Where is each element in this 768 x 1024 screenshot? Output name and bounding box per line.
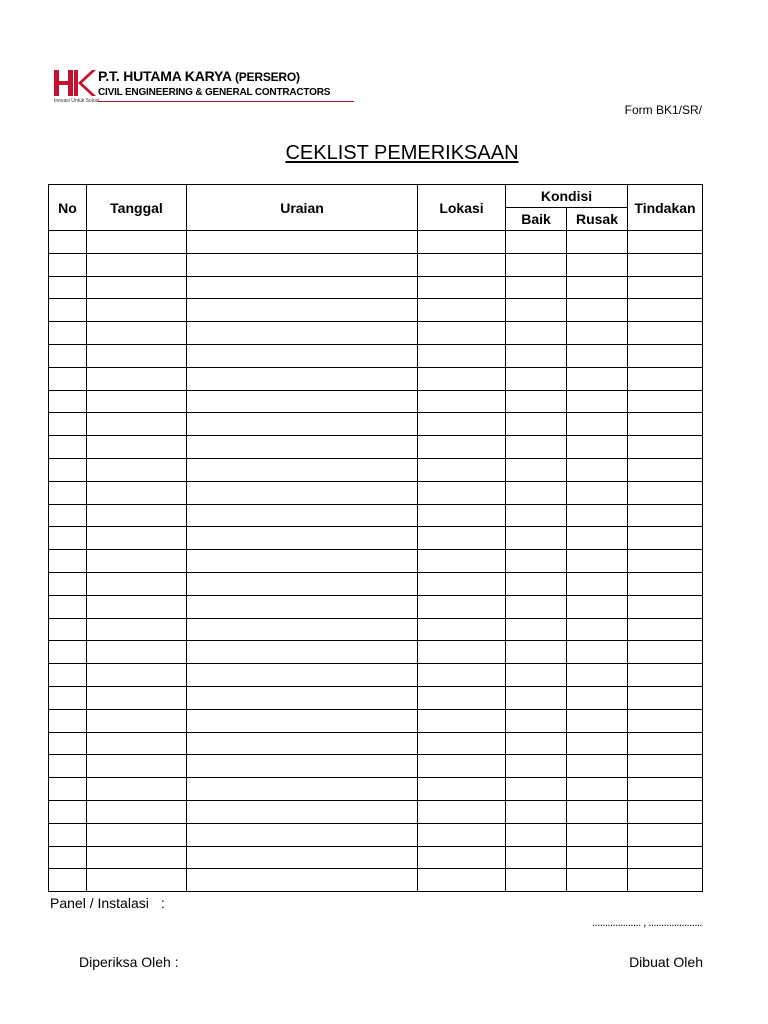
cell-lokasi <box>418 709 506 732</box>
cell-baik <box>506 527 567 550</box>
logo-underline <box>98 101 354 102</box>
cell-lokasi <box>418 413 506 436</box>
cell-tindakan <box>628 367 703 390</box>
cell-tindakan <box>628 869 703 892</box>
cell-baik <box>506 550 567 573</box>
table-row <box>49 755 703 778</box>
cell-uraian <box>187 527 418 550</box>
table-body <box>49 231 703 892</box>
cell-rusak <box>567 709 628 732</box>
cell-tindakan <box>628 436 703 459</box>
table-row <box>49 572 703 595</box>
cell-no <box>49 823 87 846</box>
cell-uraian <box>187 641 418 664</box>
cell-uraian <box>187 618 418 641</box>
cell-rusak <box>567 322 628 345</box>
table-row <box>49 823 703 846</box>
cell-rusak <box>567 276 628 299</box>
cell-rusak <box>567 755 628 778</box>
cell-rusak <box>567 778 628 801</box>
cell-rusak <box>567 732 628 755</box>
cell-baik <box>506 436 567 459</box>
cell-lokasi <box>418 527 506 550</box>
cell-lokasi <box>418 344 506 367</box>
cell-uraian <box>187 869 418 892</box>
panel-label: Panel / Instalasi <box>50 895 149 911</box>
table-row <box>49 253 703 276</box>
cell-no <box>49 709 87 732</box>
cell-lokasi <box>418 572 506 595</box>
cell-uraian <box>187 367 418 390</box>
cell-no <box>49 686 87 709</box>
cell-tindakan <box>628 846 703 869</box>
cell-lokasi <box>418 846 506 869</box>
panel-colon: : <box>160 895 165 911</box>
cell-no <box>49 641 87 664</box>
cell-rusak <box>567 664 628 687</box>
cell-uraian <box>187 800 418 823</box>
cell-rusak <box>567 299 628 322</box>
cell-no <box>49 869 87 892</box>
table-row <box>49 846 703 869</box>
cell-no <box>49 732 87 755</box>
cell-rusak <box>567 686 628 709</box>
company-tagline: Inovasi Untuk Solusi <box>54 98 100 104</box>
header-baik: Baik <box>506 208 567 231</box>
cell-tanggal <box>87 800 187 823</box>
table-row <box>49 618 703 641</box>
cell-rusak <box>567 231 628 254</box>
table-row <box>49 641 703 664</box>
cell-no <box>49 504 87 527</box>
cell-no <box>49 390 87 413</box>
cell-rusak <box>567 869 628 892</box>
cell-uraian <box>187 709 418 732</box>
cell-rusak <box>567 527 628 550</box>
cell-no <box>49 846 87 869</box>
cell-tanggal <box>87 572 187 595</box>
cell-baik <box>506 322 567 345</box>
cell-tanggal <box>87 755 187 778</box>
cell-lokasi <box>418 299 506 322</box>
date-placeholder: ................... , ..................... <box>592 917 702 929</box>
cell-uraian <box>187 595 418 618</box>
cell-no <box>49 481 87 504</box>
cell-baik <box>506 846 567 869</box>
cell-baik <box>506 276 567 299</box>
cell-rusak <box>567 846 628 869</box>
cell-lokasi <box>418 823 506 846</box>
cell-tanggal <box>87 595 187 618</box>
cell-rusak <box>567 344 628 367</box>
cell-tindakan <box>628 504 703 527</box>
cell-no <box>49 458 87 481</box>
cell-lokasi <box>418 869 506 892</box>
cell-baik <box>506 869 567 892</box>
cell-tindakan <box>628 755 703 778</box>
cell-tindakan <box>628 778 703 801</box>
cell-tindakan <box>628 481 703 504</box>
company-subtitle: CIVIL ENGINEERING & GENERAL CONTRACTORS <box>98 87 331 98</box>
cell-uraian <box>187 504 418 527</box>
cell-baik <box>506 390 567 413</box>
cell-tanggal <box>87 231 187 254</box>
cell-tanggal <box>87 709 187 732</box>
cell-lokasi <box>418 436 506 459</box>
checked-by-label: Diperiksa Oleh : <box>79 954 179 970</box>
cell-no <box>49 344 87 367</box>
cell-tindakan <box>628 322 703 345</box>
panel-instalasi-field <box>50 895 165 911</box>
cell-baik <box>506 253 567 276</box>
table-row <box>49 458 703 481</box>
cell-uraian <box>187 755 418 778</box>
cell-baik <box>506 664 567 687</box>
cell-tanggal <box>87 869 187 892</box>
cell-tindakan <box>628 253 703 276</box>
cell-no <box>49 618 87 641</box>
cell-rusak <box>567 436 628 459</box>
cell-tindakan <box>628 231 703 254</box>
cell-uraian <box>187 481 418 504</box>
cell-baik <box>506 778 567 801</box>
cell-tindakan <box>628 618 703 641</box>
cell-lokasi <box>418 732 506 755</box>
cell-no <box>49 572 87 595</box>
cell-no <box>49 299 87 322</box>
cell-uraian <box>187 344 418 367</box>
table-row <box>49 550 703 573</box>
cell-tanggal <box>87 322 187 345</box>
cell-lokasi <box>418 481 506 504</box>
cell-tanggal <box>87 686 187 709</box>
header-kondisi: Kondisi <box>506 185 628 208</box>
cell-tanggal <box>87 504 187 527</box>
cell-rusak <box>567 572 628 595</box>
table-row <box>49 709 703 732</box>
cell-uraian <box>187 778 418 801</box>
cell-tindakan <box>628 344 703 367</box>
company-suffix: (PERSERO) <box>234 70 300 84</box>
cell-baik <box>506 641 567 664</box>
table-row <box>49 231 703 254</box>
cell-uraian <box>187 299 418 322</box>
cell-uraian <box>187 413 418 436</box>
table-row <box>49 390 703 413</box>
cell-tanggal <box>87 413 187 436</box>
cell-tanggal <box>87 641 187 664</box>
cell-tanggal <box>87 732 187 755</box>
form-code: Form BK1/SR/ <box>624 103 702 117</box>
cell-baik <box>506 823 567 846</box>
cell-baik <box>506 367 567 390</box>
table-row <box>49 344 703 367</box>
cell-baik <box>506 344 567 367</box>
cell-baik <box>506 231 567 254</box>
cell-tindakan <box>628 641 703 664</box>
table-row <box>49 299 703 322</box>
cell-tindakan <box>628 458 703 481</box>
table-row <box>49 276 703 299</box>
cell-lokasi <box>418 367 506 390</box>
cell-rusak <box>567 390 628 413</box>
cell-lokasi <box>418 595 506 618</box>
cell-baik <box>506 458 567 481</box>
page-title: CEKLIST PEMERIKSAAN <box>285 142 519 164</box>
cell-no <box>49 413 87 436</box>
cell-uraian <box>187 572 418 595</box>
cell-no <box>49 755 87 778</box>
cell-lokasi <box>418 664 506 687</box>
cell-tanggal <box>87 664 187 687</box>
hk-logo-icon <box>52 68 96 98</box>
table-row <box>49 504 703 527</box>
cell-no <box>49 367 87 390</box>
cell-no <box>49 800 87 823</box>
cell-tindakan <box>628 572 703 595</box>
cell-uraian <box>187 390 418 413</box>
company-name <box>98 68 300 84</box>
table-row <box>49 778 703 801</box>
cell-rusak <box>567 800 628 823</box>
cell-baik <box>506 618 567 641</box>
header-rusak: Rusak <box>567 208 628 231</box>
cell-rusak <box>567 550 628 573</box>
table-row <box>49 436 703 459</box>
cell-tindakan <box>628 276 703 299</box>
cell-tindakan <box>628 595 703 618</box>
cell-rusak <box>567 413 628 436</box>
cell-tanggal <box>87 550 187 573</box>
cell-rusak <box>567 367 628 390</box>
cell-tanggal <box>87 527 187 550</box>
cell-tanggal <box>87 823 187 846</box>
cell-baik <box>506 686 567 709</box>
cell-no <box>49 664 87 687</box>
cell-rusak <box>567 253 628 276</box>
cell-baik <box>506 572 567 595</box>
cell-lokasi <box>418 641 506 664</box>
cell-tanggal <box>87 344 187 367</box>
cell-lokasi <box>418 800 506 823</box>
table-row <box>49 413 703 436</box>
cell-rusak <box>567 458 628 481</box>
cell-uraian <box>187 550 418 573</box>
cell-rusak <box>567 823 628 846</box>
company-name-text: P.T. HUTAMA KARYA <box>98 68 232 84</box>
cell-baik <box>506 755 567 778</box>
table-row <box>49 686 703 709</box>
header-no: No <box>49 185 87 231</box>
cell-uraian <box>187 846 418 869</box>
cell-tindakan <box>628 299 703 322</box>
cell-tindakan <box>628 413 703 436</box>
cell-lokasi <box>418 755 506 778</box>
cell-rusak <box>567 481 628 504</box>
cell-uraian <box>187 231 418 254</box>
table-row <box>49 595 703 618</box>
table-row <box>49 664 703 687</box>
header-lokasi: Lokasi <box>418 185 506 231</box>
cell-uraian <box>187 458 418 481</box>
header-tindakan: Tindakan <box>628 185 703 231</box>
cell-uraian <box>187 823 418 846</box>
cell-lokasi <box>418 253 506 276</box>
cell-lokasi <box>418 778 506 801</box>
header-uraian: Uraian <box>187 185 418 231</box>
cell-no <box>49 527 87 550</box>
cell-baik <box>506 709 567 732</box>
cell-no <box>49 595 87 618</box>
cell-lokasi <box>418 231 506 254</box>
cell-no <box>49 253 87 276</box>
cell-tindakan <box>628 686 703 709</box>
cell-lokasi <box>418 276 506 299</box>
cell-no <box>49 276 87 299</box>
cell-lokasi <box>418 504 506 527</box>
cell-uraian <box>187 686 418 709</box>
cell-uraian <box>187 253 418 276</box>
cell-uraian <box>187 436 418 459</box>
cell-no <box>49 322 87 345</box>
cell-uraian <box>187 664 418 687</box>
cell-no <box>49 550 87 573</box>
made-by-label: Dibuat Oleh <box>629 954 703 970</box>
cell-tanggal <box>87 436 187 459</box>
cell-tindakan <box>628 823 703 846</box>
cell-tanggal <box>87 846 187 869</box>
cell-tanggal <box>87 481 187 504</box>
cell-tindakan <box>628 390 703 413</box>
cell-rusak <box>567 595 628 618</box>
cell-tanggal <box>87 253 187 276</box>
cell-lokasi <box>418 618 506 641</box>
cell-no <box>49 436 87 459</box>
cell-rusak <box>567 618 628 641</box>
cell-lokasi <box>418 390 506 413</box>
cell-uraian <box>187 276 418 299</box>
cell-rusak <box>567 504 628 527</box>
company-logo <box>52 66 331 108</box>
table-row <box>49 869 703 892</box>
cell-baik <box>506 413 567 436</box>
cell-tanggal <box>87 276 187 299</box>
cell-baik <box>506 732 567 755</box>
cell-tanggal <box>87 618 187 641</box>
checklist-table <box>48 184 703 892</box>
cell-tanggal <box>87 367 187 390</box>
cell-tanggal <box>87 778 187 801</box>
cell-baik <box>506 595 567 618</box>
cell-lokasi <box>418 686 506 709</box>
cell-lokasi <box>418 458 506 481</box>
table-row <box>49 732 703 755</box>
cell-tindakan <box>628 709 703 732</box>
table-row <box>49 481 703 504</box>
header-tanggal: Tanggal <box>87 185 187 231</box>
cell-tanggal <box>87 458 187 481</box>
cell-baik <box>506 800 567 823</box>
cell-baik <box>506 299 567 322</box>
cell-no <box>49 231 87 254</box>
table-row <box>49 527 703 550</box>
table-row <box>49 367 703 390</box>
cell-tindakan <box>628 527 703 550</box>
cell-tanggal <box>87 390 187 413</box>
cell-tindakan <box>628 550 703 573</box>
cell-uraian <box>187 322 418 345</box>
cell-tindakan <box>628 800 703 823</box>
cell-baik <box>506 504 567 527</box>
cell-tindakan <box>628 732 703 755</box>
cell-tanggal <box>87 299 187 322</box>
cell-lokasi <box>418 322 506 345</box>
table-row <box>49 800 703 823</box>
cell-baik <box>506 481 567 504</box>
cell-no <box>49 778 87 801</box>
cell-uraian <box>187 732 418 755</box>
cell-lokasi <box>418 550 506 573</box>
cell-rusak <box>567 641 628 664</box>
cell-tindakan <box>628 664 703 687</box>
table-row <box>49 322 703 345</box>
